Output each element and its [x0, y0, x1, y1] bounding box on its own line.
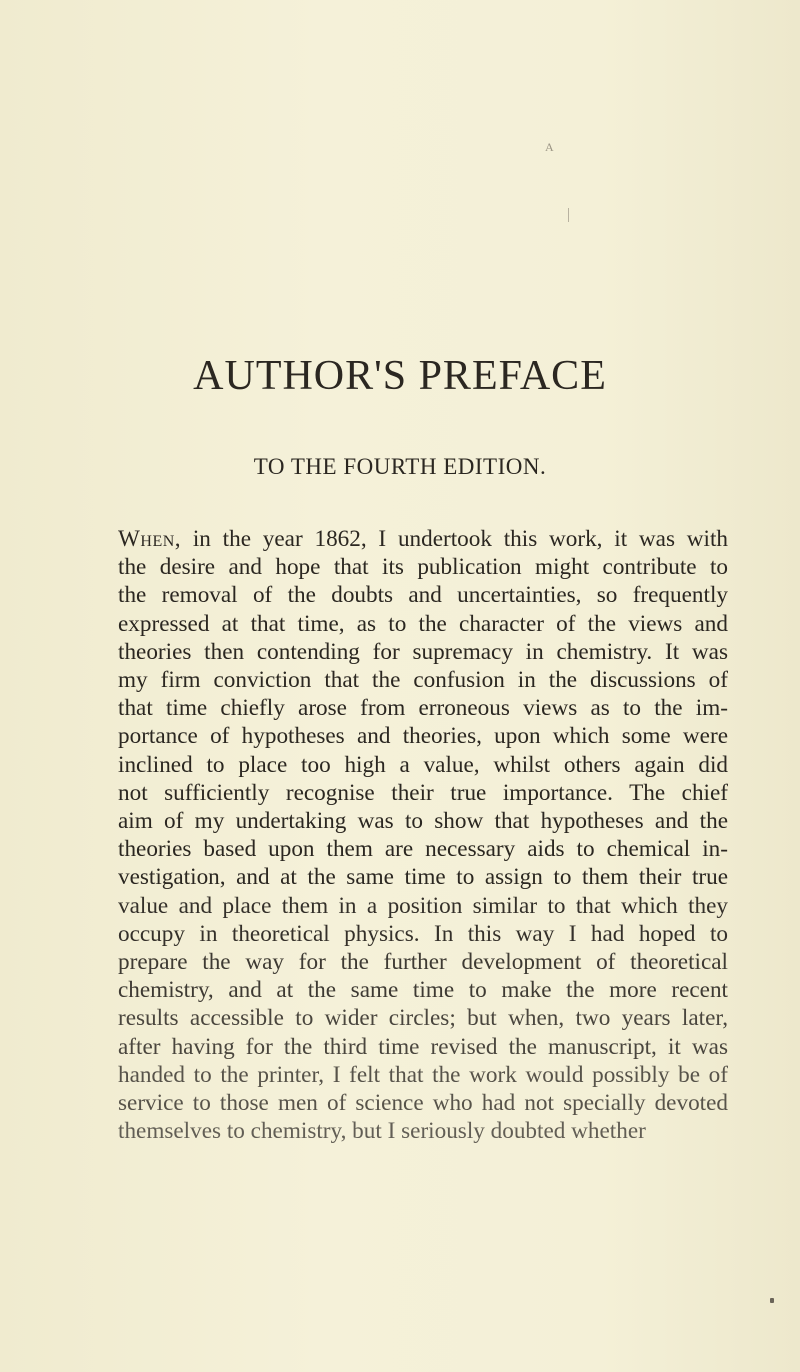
- text-line-1: [118, 525, 728, 553]
- text-line-20: handed to the printer, I felt that the work would possibly be of: [118, 1061, 728, 1088]
- text-line-15: occupy in theoretical physics. In this way I had hoped to: [118, 920, 728, 947]
- page-title: AUTHOR'S PREFACE: [193, 353, 607, 399]
- text-line-3: the removal of the doubts and uncertainties, so frequently: [118, 582, 728, 609]
- text-line-11: aim of my undertaking was to show that hypotheses and the: [118, 808, 728, 835]
- text-line-16: prepare the way for the further development of theoretical: [118, 949, 728, 976]
- text-line-6: my firm conviction that the confusion in the discussions of: [118, 667, 728, 694]
- text-line-18: results accessible to wider circles; but when, two years later,: [118, 1005, 728, 1032]
- page-subtitle: TO THE FOURTH EDITION.: [253, 454, 547, 479]
- text-line-10: not sufficiently recognise their true importance. The chief: [118, 779, 728, 806]
- text-line-21: service to those men of science who had not specially devoted: [118, 1090, 728, 1117]
- page-blemish: [568, 208, 569, 222]
- text-line-13: vestigation, and at the same time to assign to them their true: [118, 864, 728, 891]
- text-line-19: after having for the third time revised the manuscript, it was: [118, 1033, 728, 1060]
- page-speck: [770, 1298, 774, 1303]
- text-line-17: chemistry, and at the same time to make the more recent: [118, 977, 728, 1004]
- text-line-7: that time chiefly arose from erroneous views as to the im-: [118, 695, 728, 722]
- text-line-9: inclined to place too high a value, whilst others again did: [118, 751, 728, 778]
- text-line-1-rest: in the year 1862, I undertook this work, it was with: [181, 526, 728, 552]
- text-line-22: themselves to chemistry, but I seriously doubted whether: [118, 1118, 646, 1145]
- text-line-4: expressed at that time, as to the character of the views and: [118, 610, 728, 637]
- text-line-2: the desire and hope that its publication might contribute to: [118, 554, 728, 581]
- printer-mark: A: [545, 140, 554, 154]
- text-line-14: value and place them in a position similar to that which they: [118, 892, 728, 919]
- text-line-8: portance of hypotheses and theories, upon which some were: [118, 723, 728, 750]
- text-line-5: theories then contending for supremacy in chemistry. It was: [118, 638, 728, 665]
- opening-word: When,: [118, 526, 182, 552]
- text-line-12: theories based upon them are necessary aids to chemical in-: [118, 836, 728, 863]
- preface-body: [118, 525, 728, 1145]
